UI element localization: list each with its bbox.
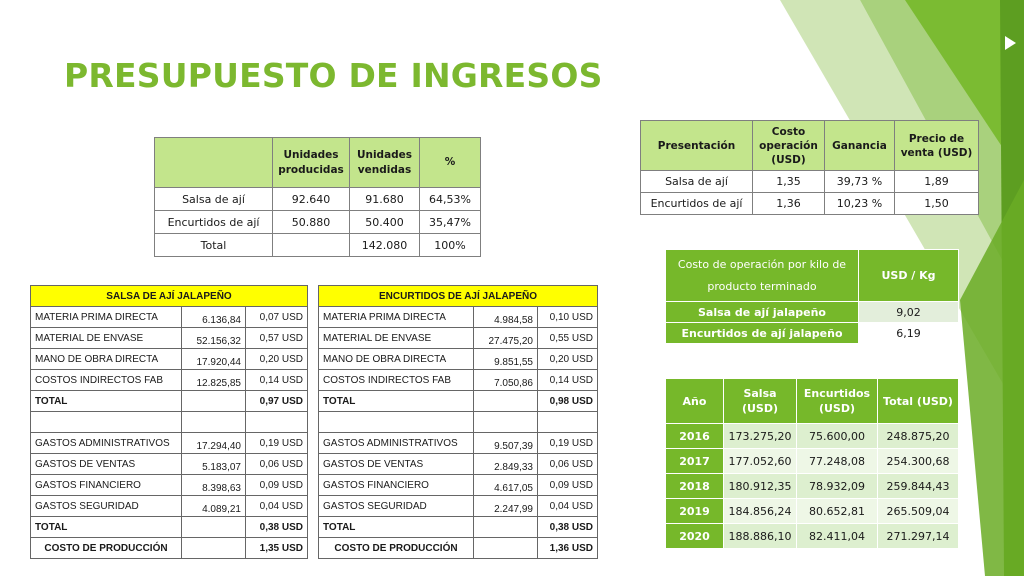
table-cell: Encurtidos de ají xyxy=(155,211,273,234)
table-cell: 142.080 xyxy=(350,234,420,257)
table-cell: 80.652,81 xyxy=(797,499,878,524)
table-row xyxy=(319,412,598,433)
cost-unit: 0,57 USD xyxy=(246,328,308,349)
cost-label: TOTAL xyxy=(31,517,182,538)
year-cell: 2016 xyxy=(666,424,724,449)
table-row xyxy=(641,171,979,193)
cost-amount: 2.247,99 xyxy=(474,496,538,517)
table-cell: 92.640 xyxy=(273,188,350,211)
cost-unit: 0,38 USD xyxy=(538,517,598,538)
table-header-row xyxy=(666,250,959,302)
cost-label: GASTOS DE VENTAS xyxy=(31,454,182,475)
table-row xyxy=(319,391,598,412)
cost-label: GASTOS FINANCIERO xyxy=(31,475,182,496)
table-cell: 254.300,68 xyxy=(878,449,959,474)
table-cell: 82.411,04 xyxy=(797,524,878,549)
cost-amount: 4.089,21 xyxy=(182,496,246,517)
presentation-table xyxy=(640,120,979,215)
header-cell: Presentación xyxy=(641,121,753,171)
cost-unit: 0,10 USD xyxy=(538,307,598,328)
cost-label: MANO DE OBRA DIRECTA xyxy=(319,349,474,370)
table-cell: Salsa de ají xyxy=(155,188,273,211)
table-cell: 9,02 xyxy=(859,302,959,323)
table-row xyxy=(319,328,598,349)
cost-label: MATERIAL DE ENVASE xyxy=(31,328,182,349)
cost-unit: 0,07 USD xyxy=(246,307,308,328)
table-cell: 10,23 % xyxy=(825,193,895,215)
table-cell: 35,47% xyxy=(420,211,481,234)
cost-amount: 52.156,32 xyxy=(182,328,246,349)
cost-label: GASTOS SEGURIDAD xyxy=(319,496,474,517)
table-row xyxy=(31,412,308,433)
header-cell: Encurtidos (USD) xyxy=(797,379,878,424)
table-row xyxy=(31,328,308,349)
cost-amount: 9.851,55 xyxy=(474,349,538,370)
table-row xyxy=(319,433,598,454)
table-row xyxy=(155,211,481,234)
table-row xyxy=(31,538,308,559)
cost-label: MANO DE OBRA DIRECTA xyxy=(31,349,182,370)
table-cell: 100% xyxy=(420,234,481,257)
table-cell: 1,89 xyxy=(895,171,979,193)
table-cell: 50.880 xyxy=(273,211,350,234)
table-row xyxy=(666,474,959,499)
cost-label: GASTOS DE VENTAS xyxy=(319,454,474,475)
cost-label: MATERIA PRIMA DIRECTA xyxy=(31,307,182,328)
table-cell: 180.912,35 xyxy=(724,474,797,499)
cost-unit: 0,98 USD xyxy=(538,391,598,412)
table-cell: 1,50 xyxy=(895,193,979,215)
cost-amount: 27.475,20 xyxy=(474,328,538,349)
cost-amount: 4.617,05 xyxy=(474,475,538,496)
table-cell: 1,36 xyxy=(753,193,825,215)
table-cell: 1,35 xyxy=(753,171,825,193)
cost-unit: 0,20 USD xyxy=(538,349,598,370)
cost-label: COSTOS INDIRECTOS FAB xyxy=(31,370,182,391)
year-cell: 2018 xyxy=(666,474,724,499)
sheet-header-row xyxy=(319,286,598,307)
table-cell xyxy=(273,234,350,257)
table-row xyxy=(155,234,481,257)
cost-amount: 17.294,40 xyxy=(182,433,246,454)
table-row xyxy=(31,454,308,475)
cost-unit: 0,19 USD xyxy=(246,433,308,454)
cost-amount: 12.825,85 xyxy=(182,370,246,391)
sheet-header-row xyxy=(31,286,308,307)
table-cell: 39,73 % xyxy=(825,171,895,193)
salsa-cost-sheet xyxy=(30,285,308,559)
cost-amount xyxy=(474,391,538,412)
cost-label xyxy=(319,412,474,433)
table-cell: 177.052,60 xyxy=(724,449,797,474)
table-row xyxy=(31,496,308,517)
cost-unit: 0,19 USD xyxy=(538,433,598,454)
encurtidos-cost-sheet xyxy=(318,285,598,559)
cost-amount: 17.920,44 xyxy=(182,349,246,370)
header-cell: USD / Kg xyxy=(859,250,959,302)
header-cell: Total (USD) xyxy=(878,379,959,424)
cost-label: COSTOS INDIRECTOS FAB xyxy=(319,370,474,391)
table-cell: 75.600,00 xyxy=(797,424,878,449)
cost-unit: 0,97 USD xyxy=(246,391,308,412)
table-cell: 271.297,14 xyxy=(878,524,959,549)
cost-amount: 8.398,63 xyxy=(182,475,246,496)
table-row xyxy=(319,496,598,517)
table-cell: 248.875,20 xyxy=(878,424,959,449)
header-cell: % xyxy=(420,138,481,188)
table-row xyxy=(319,538,598,559)
table-row xyxy=(319,307,598,328)
table-cell: 188.886,10 xyxy=(724,524,797,549)
header-cell: Ganancia xyxy=(825,121,895,171)
cost-label: MATERIA PRIMA DIRECTA xyxy=(319,307,474,328)
table-row xyxy=(31,370,308,391)
table-cell: 78.932,09 xyxy=(797,474,878,499)
cost-unit: 1,36 USD xyxy=(538,538,598,559)
table-row xyxy=(666,302,959,323)
table-row xyxy=(666,449,959,474)
cost-amount xyxy=(182,391,246,412)
table-row xyxy=(31,517,308,538)
table-row xyxy=(319,517,598,538)
cost-amount: 2.849,33 xyxy=(474,454,538,475)
table-row xyxy=(666,524,959,549)
table-row xyxy=(31,391,308,412)
cost-amount xyxy=(182,517,246,538)
cost-unit: 0,38 USD xyxy=(246,517,308,538)
cost-amount: 5.183,07 xyxy=(182,454,246,475)
table-row xyxy=(31,475,308,496)
table-row xyxy=(319,475,598,496)
cost-label: COSTO DE PRODUCCIÓN xyxy=(319,538,474,559)
table-cell: 77.248,08 xyxy=(797,449,878,474)
year-cell: 2019 xyxy=(666,499,724,524)
header-cell xyxy=(155,138,273,188)
table-cell: 50.400 xyxy=(350,211,420,234)
header-cell: Salsa (USD) xyxy=(724,379,797,424)
table-cell: Encurtidos de ají jalapeño xyxy=(666,323,859,344)
table-header-row xyxy=(155,138,481,188)
table-cell: 259.844,43 xyxy=(878,474,959,499)
year-cell: 2017 xyxy=(666,449,724,474)
cost-unit: 0,04 USD xyxy=(538,496,598,517)
table-row xyxy=(155,188,481,211)
cost-label xyxy=(31,412,182,433)
units-table xyxy=(154,137,481,257)
header-cell: Precio de venta (USD) xyxy=(895,121,979,171)
cost-label: TOTAL xyxy=(31,391,182,412)
table-header-row xyxy=(641,121,979,171)
table-row xyxy=(31,433,308,454)
table-cell: Salsa de ají xyxy=(641,171,753,193)
table-row xyxy=(666,323,959,344)
cost-unit: 0,09 USD xyxy=(246,475,308,496)
year-cell: 2020 xyxy=(666,524,724,549)
cost-amount: 4.984,58 xyxy=(474,307,538,328)
cost-unit: 0,04 USD xyxy=(246,496,308,517)
table-row xyxy=(666,499,959,524)
cost-label: TOTAL xyxy=(319,391,474,412)
sheet-header: SALSA DE AJÍ JALAPEÑO xyxy=(31,286,308,307)
cost-label: GASTOS SEGURIDAD xyxy=(31,496,182,517)
cost-unit xyxy=(538,412,598,433)
cost-unit: 0,14 USD xyxy=(538,370,598,391)
cost-label: MATERIAL DE ENVASE xyxy=(319,328,474,349)
cost-amount xyxy=(474,517,538,538)
table-row xyxy=(319,370,598,391)
cost-amount xyxy=(182,538,246,559)
cost-per-kg-table xyxy=(665,249,959,344)
cost-label: GASTOS ADMINISTRATIVOS xyxy=(319,433,474,454)
cost-unit: 0,06 USD xyxy=(538,454,598,475)
table-cell: 6,19 xyxy=(859,323,959,344)
cost-label: GASTOS FINANCIERO xyxy=(319,475,474,496)
cost-unit: 0,20 USD xyxy=(246,349,308,370)
cost-label: GASTOS ADMINISTRATIVOS xyxy=(31,433,182,454)
table-cell: Total xyxy=(155,234,273,257)
table-cell: 91.680 xyxy=(350,188,420,211)
sheet-header: ENCURTIDOS DE AJÍ JALAPEÑO xyxy=(319,286,598,307)
header-cell: Costo operación (USD) xyxy=(753,121,825,171)
table-row xyxy=(319,454,598,475)
table-row xyxy=(31,307,308,328)
table-row xyxy=(641,193,979,215)
cost-amount: 9.507,39 xyxy=(474,433,538,454)
cost-unit: 0,14 USD xyxy=(246,370,308,391)
cost-unit: 0,09 USD xyxy=(538,475,598,496)
cost-label: TOTAL xyxy=(319,517,474,538)
table-row xyxy=(31,349,308,370)
yearly-income-table xyxy=(665,378,959,549)
header-cell: Costo de operación por kilo de producto terminado xyxy=(666,250,859,302)
table-header-row xyxy=(666,379,959,424)
table-cell: Salsa de ají jalapeño xyxy=(666,302,859,323)
cost-unit: 1,35 USD xyxy=(246,538,308,559)
cost-amount xyxy=(474,412,538,433)
cost-amount: 7.050,86 xyxy=(474,370,538,391)
table-row xyxy=(319,349,598,370)
cost-label: COSTO DE PRODUCCIÓN xyxy=(31,538,182,559)
table-cell: 173.275,20 xyxy=(724,424,797,449)
table-row xyxy=(666,424,959,449)
page-title: PRESUPUESTO DE INGRESOS xyxy=(64,56,603,95)
table-cell: Encurtidos de ají xyxy=(641,193,753,215)
header-cell: Año xyxy=(666,379,724,424)
header-cell: Unidades producidas xyxy=(273,138,350,188)
cost-unit: 0,06 USD xyxy=(246,454,308,475)
cost-amount xyxy=(474,538,538,559)
header-cell: Unidades vendidas xyxy=(350,138,420,188)
cost-unit: 0,55 USD xyxy=(538,328,598,349)
cost-amount: 6.136,84 xyxy=(182,307,246,328)
table-cell: 265.509,04 xyxy=(878,499,959,524)
cost-amount xyxy=(182,412,246,433)
table-cell: 184.856,24 xyxy=(724,499,797,524)
table-cell: 64,53% xyxy=(420,188,481,211)
cost-unit xyxy=(246,412,308,433)
